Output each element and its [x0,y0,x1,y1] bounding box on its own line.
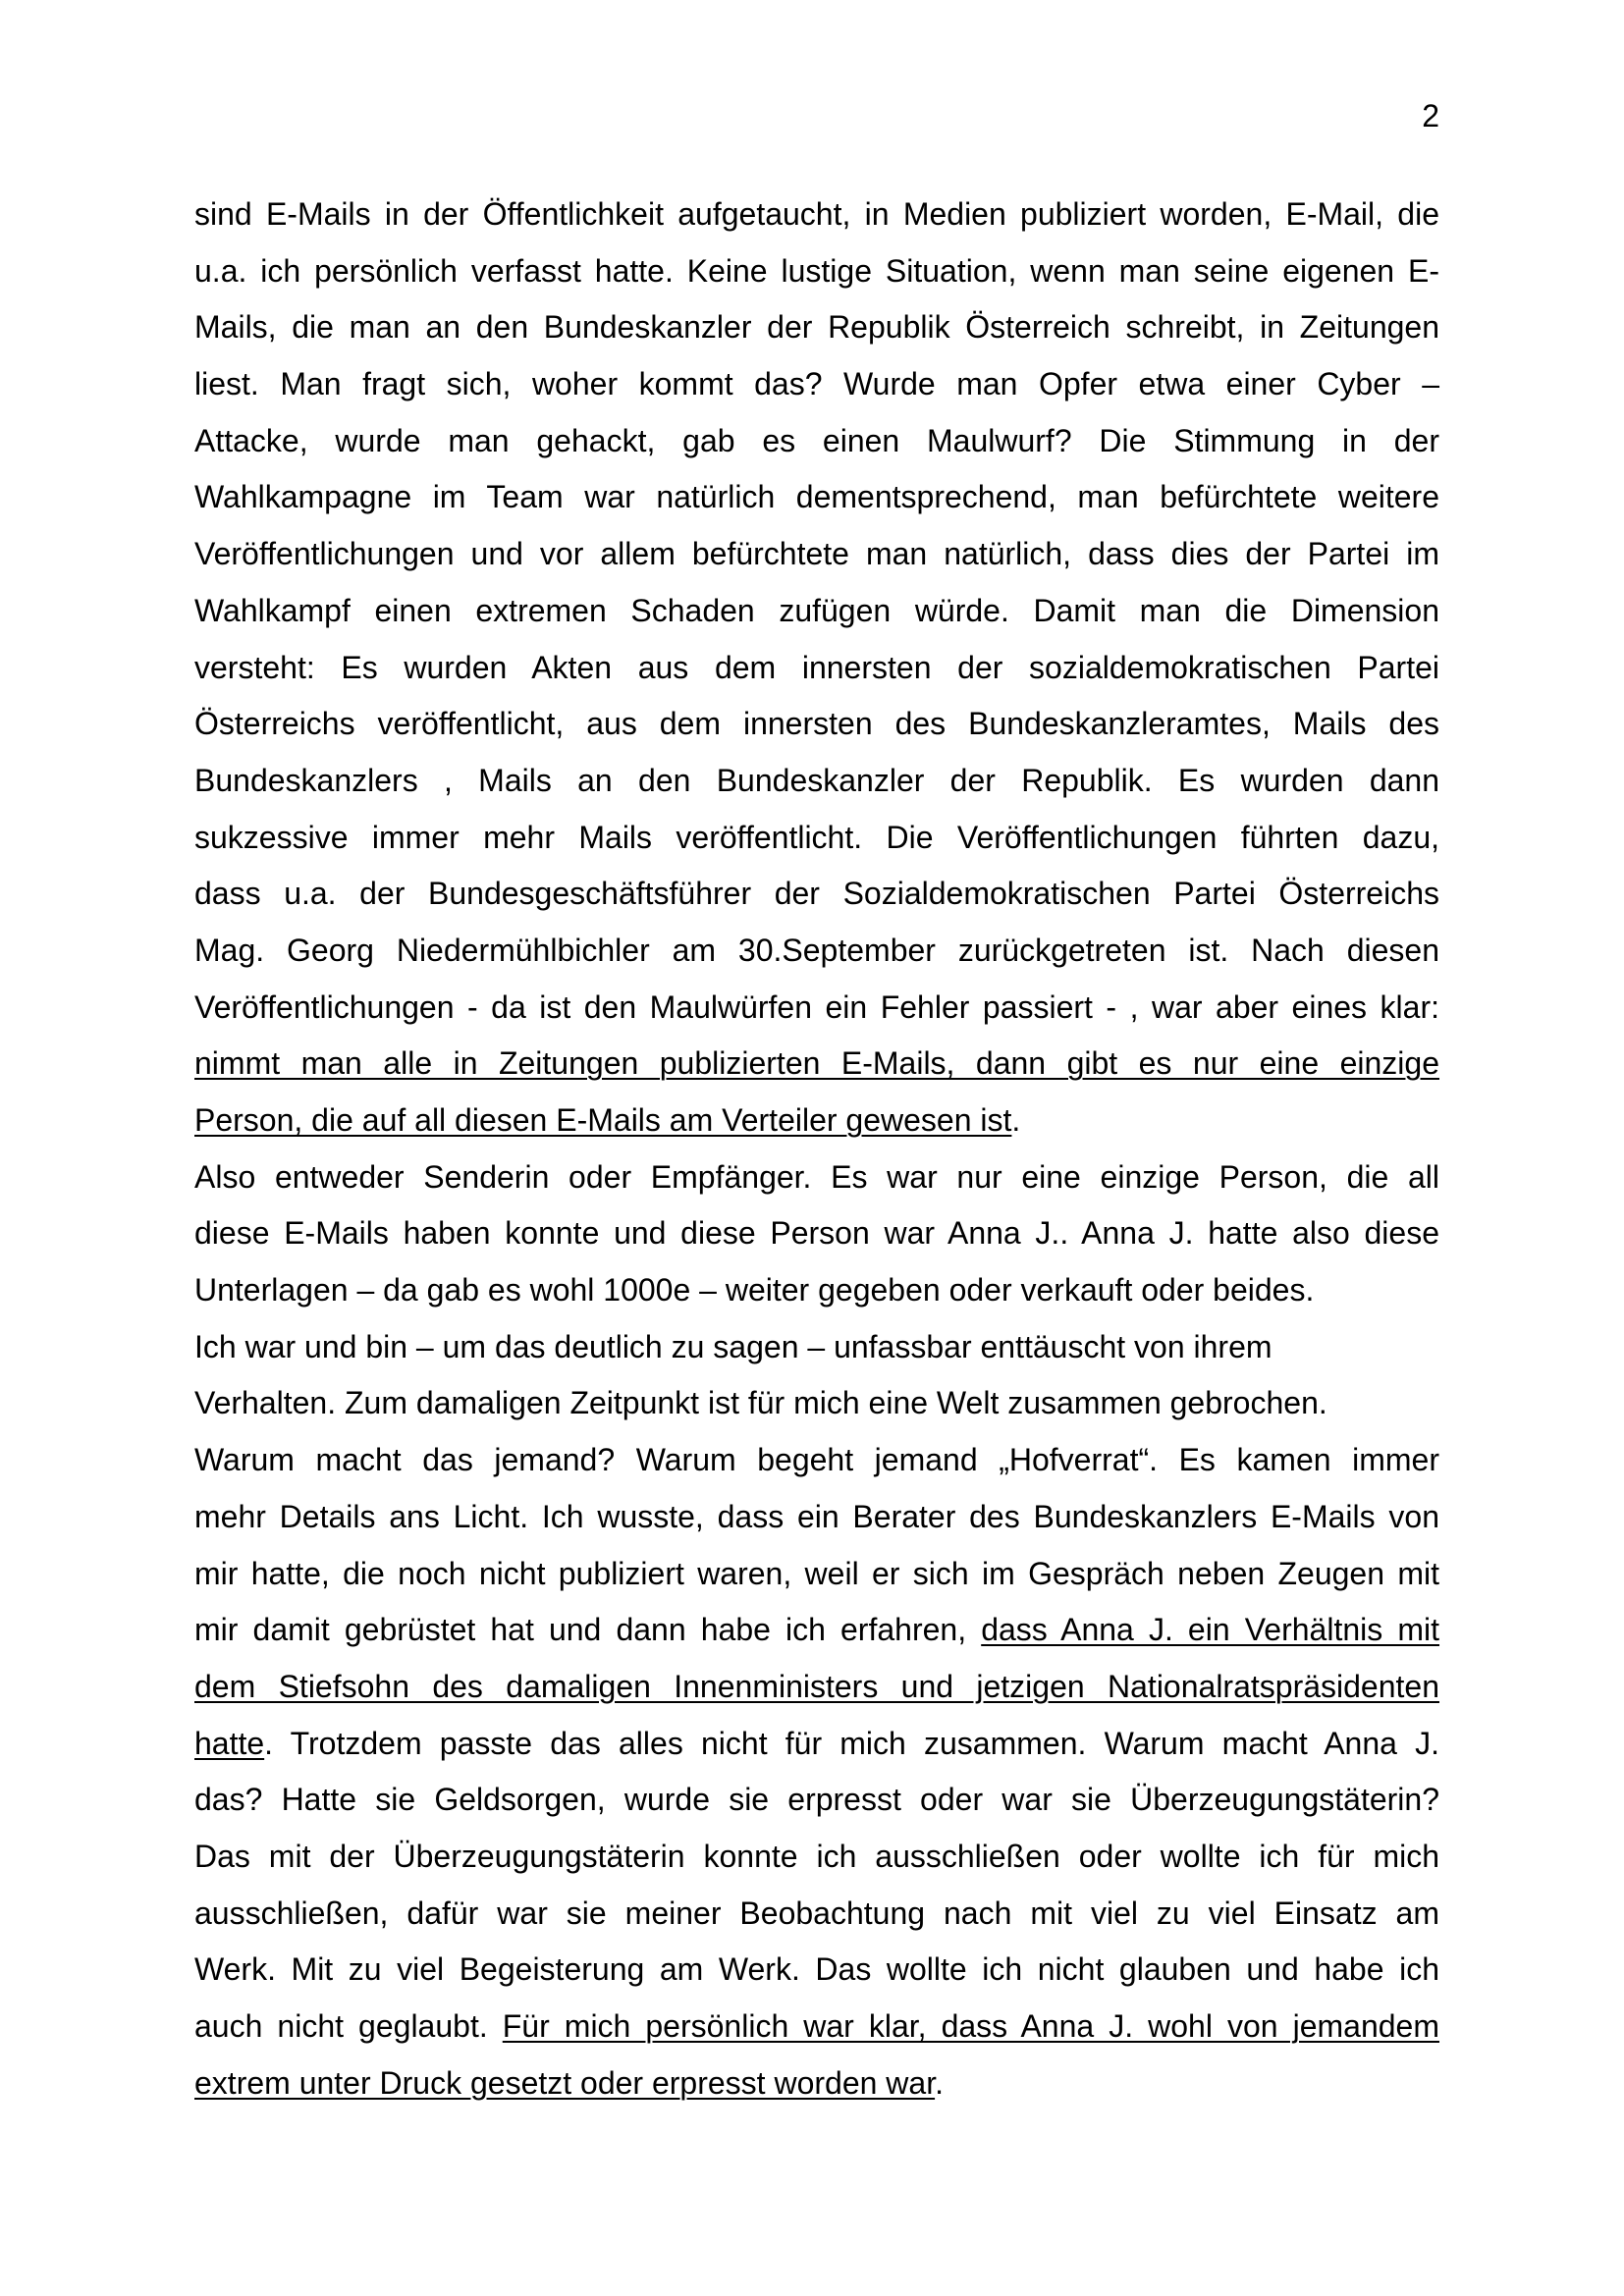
underlined-text: hatte [194,1725,265,1761]
text-segment: mir damit gebrüstet hat und dann habe ich erfahren, [194,1612,982,1648]
text-line [194,1495,1439,1552]
text-line [194,702,1439,759]
text-line [194,532,1439,589]
text-segment: Warum macht das jemand? Warum begeht jemand „Hofverrat“. Es kamen immer [194,1442,1439,1478]
text-segment: liest. Man fragt sich, woher kommt das? Wurde man Opfer etwa einer Cyber – [194,366,1439,402]
text-line [194,589,1439,646]
text-line [194,2061,1439,2118]
text-segment: dass u.a. der Bundesgeschäftsführer der Sozialdemokratischen Partei Österreichs [194,876,1439,912]
text-line [194,362,1439,419]
text-segment: sukzessive immer mehr Mails veröffentlicht. Die Veröffentlichungen führten dazu, [194,819,1439,855]
underlined-text: Für mich persönlich war klar, dass Anna J. wohl von jemandem [502,2008,1439,2044]
text-line [194,1155,1439,1212]
page-number: 2 [1422,98,1439,133]
text-line [194,1211,1439,1268]
text-segment: mehr Details ans Licht. Ich wusste, dass ein Berater des Bundeskanzlers E-Mails von [194,1498,1439,1534]
text-line [194,1041,1439,1098]
underlined-text: dem Stiefsohn des damaligen Innenministers und jetzigen Nationalratspräsidenten [194,1668,1439,1704]
text-segment: Mails, die man an den Bundeskanzler der Republik Österreich schreibt, in Zeitungen [194,309,1439,346]
text-segment: Unterlagen – da gab es wohl 1000e – weiter gegeben oder verkauft oder beides. [194,1272,1315,1308]
text-line [194,872,1439,929]
text-segment: Das mit der Überzeugungstäterin konnte ich ausschließen oder wollte ich für mich [194,1838,1439,1874]
underlined-text: dass Anna J. ein Verhältnis mit [981,1612,1440,1648]
text-line [194,986,1439,1042]
text-segment: auch nicht geglaubt. [194,2008,503,2044]
text-line [194,1892,1439,1949]
text-segment: Veröffentlichungen und vor allem befürchtete man natürlich, dass dies der Partei im [194,536,1439,572]
text-segment: . Trotzdem passte das alles nicht für mich zusammen. Warum macht Anna J. [264,1725,1439,1761]
text-line [194,249,1439,306]
text-line [194,1381,1439,1438]
text-line [194,759,1439,816]
text-line [194,1325,1439,1382]
text-line [194,1778,1439,1835]
text-line [194,816,1439,873]
text-segment: Also entweder Senderin oder Empfänger. Es war nur eine einzige Person, die all [194,1158,1439,1195]
text-line [194,192,1439,249]
text-segment: . [1011,1102,1021,1138]
text-segment: mir hatte, die noch nicht publiziert waren, weil er sich im Gespräch neben Zeugen mit [194,1555,1439,1591]
text-segment: u.a. ich persönlich verfasst hatte. Keine lustige Situation, wenn man seine eigenen E- [194,252,1439,289]
text-line [194,1438,1439,1495]
text-segment: Wahlkampagne im Team war natürlich dementsprechend, man befürchtete weitere [194,479,1439,515]
text-line [194,475,1439,532]
text-line [194,1098,1439,1155]
text-line [194,1722,1439,1779]
text-segment: ausschließen, dafür war sie meiner Beobachtung nach mit viel zu viel Einsatz am [194,1895,1439,1931]
text-segment: Mag. Georg Niedermühlbichler am 30.September zurückgetreten ist. Nach diesen [194,932,1439,968]
text-line [194,1835,1439,1892]
text-segment: Ich war und bin – um das deutlich zu sagen – unfassbar enttäuscht von ihrem [194,1328,1272,1364]
text-segment: das? Hatte sie Geldsorgen, wurde sie erpresst oder war sie Überzeugungstäterin? [194,1782,1439,1818]
text-line [194,1665,1439,1722]
underlined-text: Person, die auf all diesen E-Mails am Verteiler gewesen ist [194,1102,1012,1138]
text-segment: Werk. Mit zu viel Begeisterung am Werk. Das wollte ich nicht glauben und habe ich [194,1951,1439,1988]
text-segment: Österreichs veröffentlicht, aus dem innersten des Bundeskanzleramtes, Mails des [194,706,1439,742]
text-segment: . [935,2064,944,2101]
text-segment: sind E-Mails in der Öffentlichkeit aufgetaucht, in Medien publiziert worden, E-Mail, die [194,196,1439,232]
text-segment: Verhalten. Zum damaligen Zeitpunkt ist für mich eine Welt zusammen gebrochen. [194,1385,1327,1421]
text-line [194,1948,1439,2004]
text-line [194,1608,1439,1665]
text-line [194,1552,1439,1609]
underlined-text: extrem unter Druck gesetzt oder erpresst worden war [194,2064,936,2101]
text-line [194,419,1439,476]
text-line [194,929,1439,986]
underlined-text: nimmt man alle in Zeitungen publizierten E-Mails, dann gibt es nur eine einzige [194,1045,1439,1082]
body-text [194,192,1439,2117]
text-line [194,646,1439,703]
text-line [194,1268,1439,1325]
text-segment: versteht: Es wurden Akten aus dem innersten der sozialdemokratischen Partei [194,649,1439,685]
text-segment: diese E-Mails haben konnte und diese Person war Anna J.. Anna J. hatte also diese [194,1215,1439,1252]
text-segment: Bundeskanzlers , Mails an den Bundeskanzler der Republik. Es wurden dann [194,762,1439,798]
text-segment: Veröffentlichungen - da ist den Maulwürfen ein Fehler passiert - , war aber eines klar: [194,988,1439,1025]
text-segment: Wahlkampf einen extremen Schaden zufügen würde. Damit man die Dimension [194,592,1439,628]
text-line [194,305,1439,362]
text-line [194,2004,1439,2061]
text-segment: Attacke, wurde man gehackt, gab es einen Maulwurf? Die Stimmung in der [194,422,1439,458]
